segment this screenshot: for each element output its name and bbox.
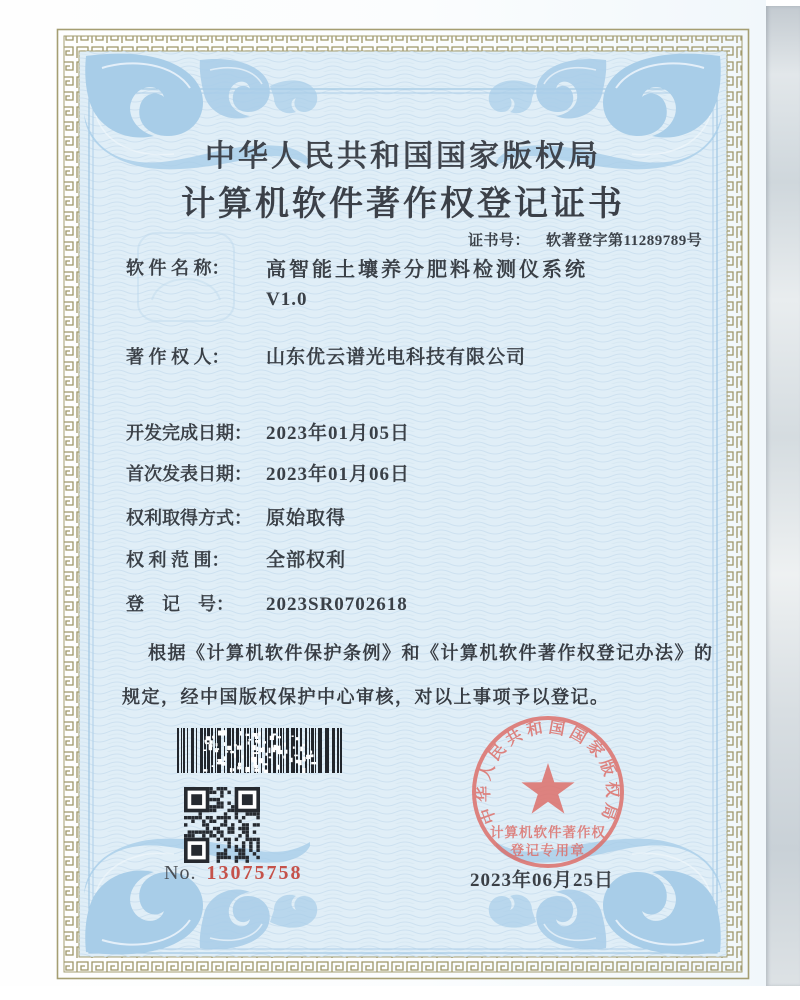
statement-line-1: 根据《计算机软件保护条例》和《计算机软件著作权登记办法》的 [148,643,714,663]
registration-number-value: 2023SR0702618 [266,594,408,615]
certificate-number-value: 软著登字第11289789号 [546,233,703,249]
seal-text-line2: 登记专用章 [510,843,586,858]
field-label: 权 利 范 围： [126,550,230,570]
rights-acquisition-value: 原始取得 [266,508,347,529]
seal-star-icon [521,763,574,814]
issue-date: 2023年06月25日 [470,870,615,891]
qr-code [184,787,260,863]
field-completion-date [126,423,410,446]
field-copyright-owner [126,347,526,370]
field-rights-scope [126,550,346,573]
field-label: 软 件 名 称： [126,258,230,278]
field-label: 登 记 号： [126,594,234,614]
rights-scope-value: 全部权利 [266,550,347,571]
serial-label: No. [164,862,197,884]
certificate-number-line [468,229,702,250]
completion-date-value: 2023年01月05日 [266,423,411,444]
field-label: 权利取得方式： [126,508,252,528]
field-label: 著 作 权 人： [126,347,230,367]
statement-line-2: 规定，经中国版权保护中心审核，对以上事项予以登记。 [122,687,610,707]
seal-ring-text: 中华人民共和国国家版权局 [475,719,621,826]
seal-text-line1: 计算机软件著作权 [490,825,606,840]
certificate-title: 计算机软件著作权登记证书 [181,186,625,223]
field-label: 首次发表日期： [126,464,252,484]
field-label: 开发完成日期： [126,423,252,443]
field-first-publish-date [126,464,410,487]
copyright-owner-value: 山东优云谱光电科技有限公司 [266,347,527,368]
field-software-name [126,258,588,312]
field-registration-number [126,594,408,617]
field-rights-acquisition [126,508,346,531]
software-name-value: 高智能土壤养分肥料检测仪系统 [266,259,588,281]
first-publish-date-value: 2023年01月06日 [266,464,411,485]
serial-line [164,862,302,885]
scan-edge-artifact [766,6,800,986]
authority-title: 中华人民共和国国家版权局 [205,140,601,173]
official-seal-stamp [463,707,633,877]
certificate-number-label: 证书号： [468,233,531,249]
barcode [177,728,343,773]
serial-number: 13075758 [206,862,303,884]
software-version-value: V1.0 [266,289,308,310]
